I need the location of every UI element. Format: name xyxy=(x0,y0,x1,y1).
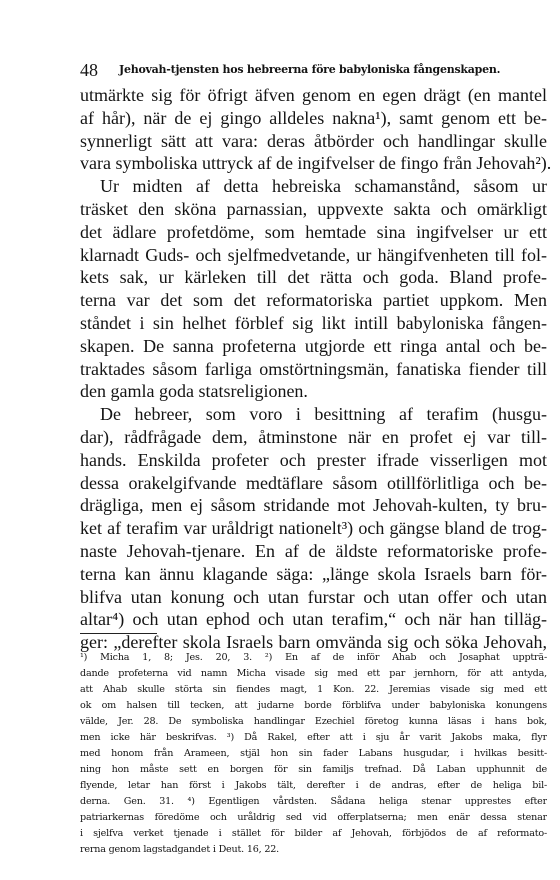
body-line: ket af terafim var uråldrigt nationelt³) och gängse bland de trog- xyxy=(80,518,547,539)
footnote-line: flyende, letar han först i Jakobs tält, derefter i de andras, efter de heliga bil- xyxy=(80,780,547,791)
body-line: dar), rådfrågade dem, åtminstone när en profet ej var till- xyxy=(80,426,547,447)
body-line: traktades såsom farliga omstörtningsmän, fanatiska fiender till xyxy=(80,358,547,379)
footnote-line: med honom från Arameen, stjäl hon sin fader Labans husgudar, i hvilkas besitt- xyxy=(80,748,547,759)
footnote-line: dande profeterna vid namn Micha visade sig med ett par jernhorn, för att antyda, xyxy=(80,668,547,679)
page-header xyxy=(80,58,550,82)
body-line: synnerligt sätt att vara: deras åtbörder och handlingar skulle xyxy=(80,130,547,151)
footnote-line: ning hon måste sett en borgen för sin familjs trefnad. Då Laban upphunnit de xyxy=(80,764,547,775)
body-line: De hebreer, som voro i besittning af terafim (husgu- xyxy=(100,404,547,425)
footnote-line: ok om halsen till tecken, att judarne borde förblifva under babyloniska konungens xyxy=(80,700,547,711)
footnote-divider xyxy=(80,633,157,634)
body-line: klarnadt Guds- och sjelfmedvetande, ur hängifvenheten till fol- xyxy=(80,244,547,265)
body-line: kets sak, ur kärleken till det rätta och goda. Bland profe- xyxy=(80,267,547,288)
footnotes xyxy=(80,650,547,858)
body-line: det ädlare profetdöme, som hemtade sina ingifvelser ur ett xyxy=(80,221,547,242)
body-line: blifva utan konung och utan furstar och utan offer och utan xyxy=(80,586,547,607)
body-line: hands. Enskilda profeter och prester ifrade visserligen mot xyxy=(80,449,547,470)
footnote-line: ¹) Micha 1, 8; Jes. 20, 3. ²) En af de inför Ahab och Josaphat uppträ- xyxy=(80,652,547,663)
body-line: ståndet i sin helhet förblef sig likt intill babyloniska fången- xyxy=(80,312,547,333)
body-line: utmärkte sig för öfrigt äfven genom en egen drägt (en mantel xyxy=(80,85,547,105)
footnote-line: att Ahab skulle störta sin fiendes magt, 1 Kon. 22. Jeremias visade sig med ett xyxy=(80,684,547,695)
footnote-line: rerna genom lagstadgandet i Deut. 16, 22. xyxy=(80,844,280,855)
footnote-line: men icke här beskrifvas. ³) Då Rakel, efter att i sju år varit Jakobs maka, flyr xyxy=(80,732,547,743)
footnote-line: välde, Jer. 28. De symboliska handlingar Ezechiel företog kunna läsas i hans bok, xyxy=(80,716,547,727)
body-line: Ur midten af detta hebreiska schamanstånd, såsom ur xyxy=(100,176,547,197)
body-line: ger: „derefter skola Israels barn omvända sig och söka Jehovah, xyxy=(80,632,547,653)
body-text xyxy=(80,84,552,654)
body-line: naste Jehovah-tjenare. En af de äldste reformatoriske profe- xyxy=(80,540,547,561)
body-line: vara symboliska uttryck af de ingifvelser de fingo från Jehovah²). xyxy=(80,153,552,174)
body-line: den gamla goda statsreligionen. xyxy=(80,381,308,402)
body-line: af hår), när de ej gingo alldeles nakna¹), samt genom ett be- xyxy=(80,107,547,128)
body-line: drägliga, men ej såsom stridande mot Jehovah-kulten, ty bru- xyxy=(80,495,547,516)
running-head: Jehovah-tjensten hos hebreerna före babyloniska fångenskapen. xyxy=(119,63,501,76)
footnote-line: i sjelfva verket tjenade i stället för bilder af Jehovah, förbjödos de af reformato- xyxy=(80,828,547,839)
footnote-line: derna. Gen. 31. ⁴) Egentligen vårdsten. Sådana heliga stenar upprestes efter xyxy=(80,796,547,807)
body-line: terna kan ännu klagande säga: „länge skola Israels barn för- xyxy=(80,563,547,584)
page-number: 48 xyxy=(80,60,98,80)
body-line: skapen. De sanna profeterna utgjorde ett ringa antal och be- xyxy=(80,335,547,356)
body-line: altar⁴) och utan ephod och utan terafim,“ och när han tilläg- xyxy=(80,609,547,630)
footnote-line: patriarkernas föredöme och uråldrig sed vid offerplatserna; men enär dessa stenar xyxy=(80,812,547,823)
body-line: träsket den sköna parnassian, uppvexte sakta och omärkligt xyxy=(80,198,547,219)
body-line: dessa orakelgifvande medtäflare såsom otillförlitliga och be- xyxy=(80,472,547,493)
body-line: terna var det som det reformatoriska partiet uppkom. Men xyxy=(80,290,547,311)
